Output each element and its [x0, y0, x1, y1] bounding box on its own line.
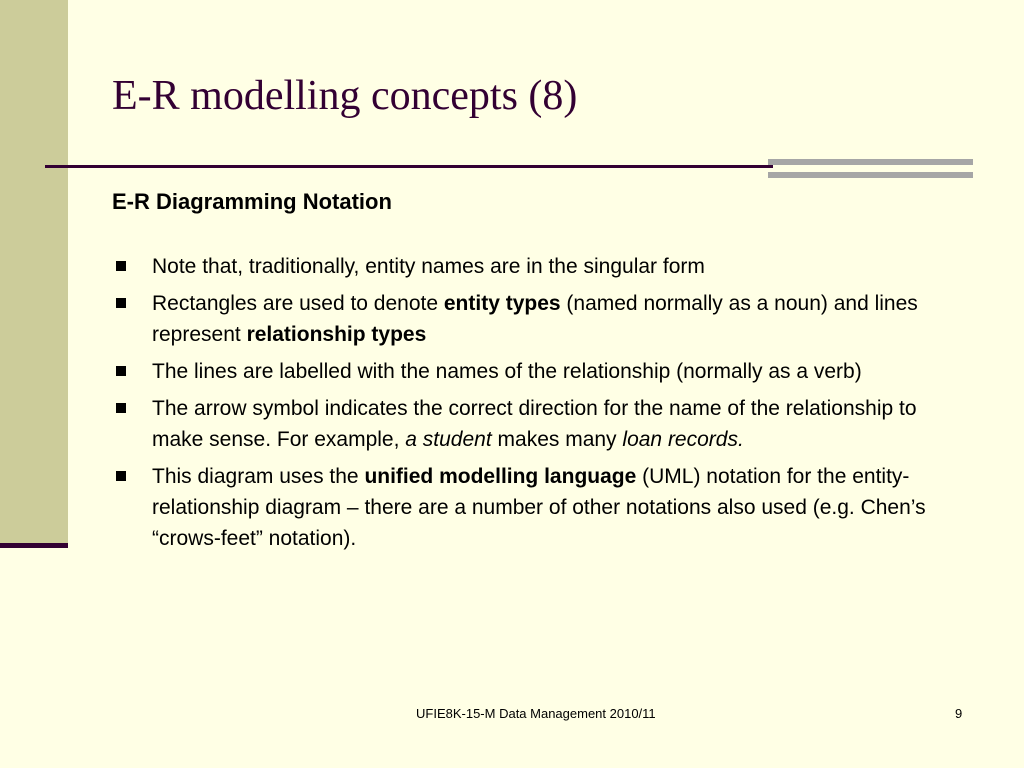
square-bullet-icon	[116, 403, 126, 413]
bullet-item	[112, 251, 972, 282]
square-bullet-icon	[116, 298, 126, 308]
bullet-text: Note that, traditionally, entity names are in the singular form	[152, 255, 705, 278]
slide-title: E-R modelling concepts (8)	[112, 73, 578, 119]
page-number: 9	[955, 706, 963, 721]
left-decor-band	[0, 0, 68, 543]
bullet-text: relationship types	[246, 323, 427, 346]
bullet-text: (named normally as a noun) and lines represent	[152, 292, 918, 346]
square-bullet-icon	[116, 261, 126, 271]
title-grey-bar-bottom	[768, 172, 973, 178]
bullet-text: a student	[405, 428, 492, 451]
square-bullet-icon	[116, 366, 126, 376]
footer-text: UFIE8K-15-M Data Management 2010/11	[416, 706, 656, 721]
slide-subtitle: E-R Diagramming Notation	[112, 189, 392, 214]
bullet-text: entity types	[443, 292, 561, 315]
bullet-text: (UML) notation for the entity-relationship diagram – there are a number of other notations also used (e.g. Chen’s “crows-feet” notation).	[152, 465, 926, 550]
square-bullet-icon	[116, 471, 126, 481]
title-rule	[45, 165, 773, 168]
bullet-text: The arrow symbol indicates the correct direction for the name of the relationship to make sense. For example,	[152, 397, 917, 451]
bullet-text: The lines are labelled with the names of the relationship (normally as a verb)	[152, 360, 862, 383]
bullet-text: makes many	[491, 428, 623, 451]
bullet-list	[112, 251, 972, 560]
bullet-text: Rectangles are used to denote	[152, 292, 444, 315]
bullet-item	[112, 461, 972, 554]
bullet-item	[112, 288, 972, 350]
bullet-text: This diagram uses the	[152, 465, 365, 488]
bullet-text: loan records.	[622, 428, 744, 451]
title-grey-bar-top	[768, 159, 973, 165]
bullet-text: unified modelling language	[364, 465, 637, 488]
left-decor-rule	[0, 543, 68, 548]
bullet-item	[112, 393, 972, 455]
bullet-item	[112, 356, 972, 387]
